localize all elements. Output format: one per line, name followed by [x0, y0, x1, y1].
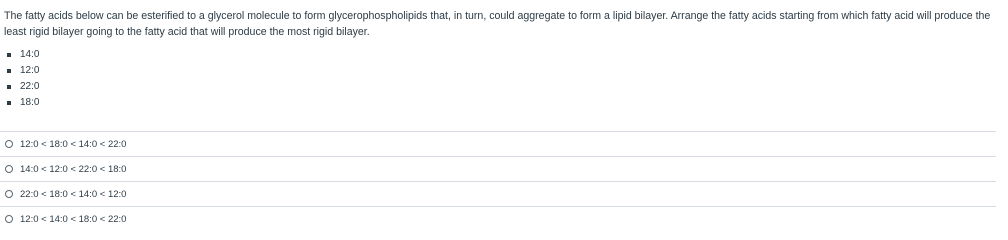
fatty-acid-label: 14:0	[20, 49, 40, 60]
answer-option-1[interactable]	[0, 131, 996, 156]
answer-label[interactable]: 22:0 < 18:0 < 14:0 < 12:0	[20, 188, 127, 200]
answer-option-3[interactable]	[0, 181, 996, 206]
answer-option-4[interactable]	[0, 206, 996, 231]
answer-choices	[0, 131, 996, 231]
list-item	[0, 47, 39, 63]
radio-button-icon[interactable]	[5, 140, 13, 148]
bullet-icon	[7, 53, 11, 57]
list-item	[0, 79, 39, 95]
radio-button-icon[interactable]	[5, 165, 13, 173]
radio-button-icon[interactable]	[5, 215, 13, 223]
fatty-acid-label: 22:0	[20, 81, 40, 92]
fatty-acid-list	[0, 47, 39, 111]
bullet-icon	[7, 101, 11, 105]
question-text: The fatty acids below can be esterified to a glycerol molecule to form glycerophospholipids that, in turn, could aggregate to form a lipid bilayer. Arrange the fatty acids starting from which fatty acid will produce the least rigid bilayer going to the fatty acid that will produce the most rigid bilayer.	[4, 10, 991, 38]
answer-label[interactable]: 12:0 < 14:0 < 18:0 < 22:0	[20, 213, 127, 225]
list-item	[0, 63, 39, 79]
bullet-icon	[7, 69, 11, 73]
answer-label[interactable]: 12:0 < 18:0 < 14:0 < 22:0	[20, 138, 127, 150]
list-item	[0, 95, 39, 111]
radio-button-icon[interactable]	[5, 190, 13, 198]
fatty-acid-label: 12:0	[20, 65, 40, 76]
answer-option-2[interactable]	[0, 156, 996, 181]
bullet-icon	[7, 85, 11, 89]
answer-label[interactable]: 14:0 < 12:0 < 22:0 < 18:0	[20, 163, 127, 175]
fatty-acid-label: 18:0	[20, 97, 40, 108]
